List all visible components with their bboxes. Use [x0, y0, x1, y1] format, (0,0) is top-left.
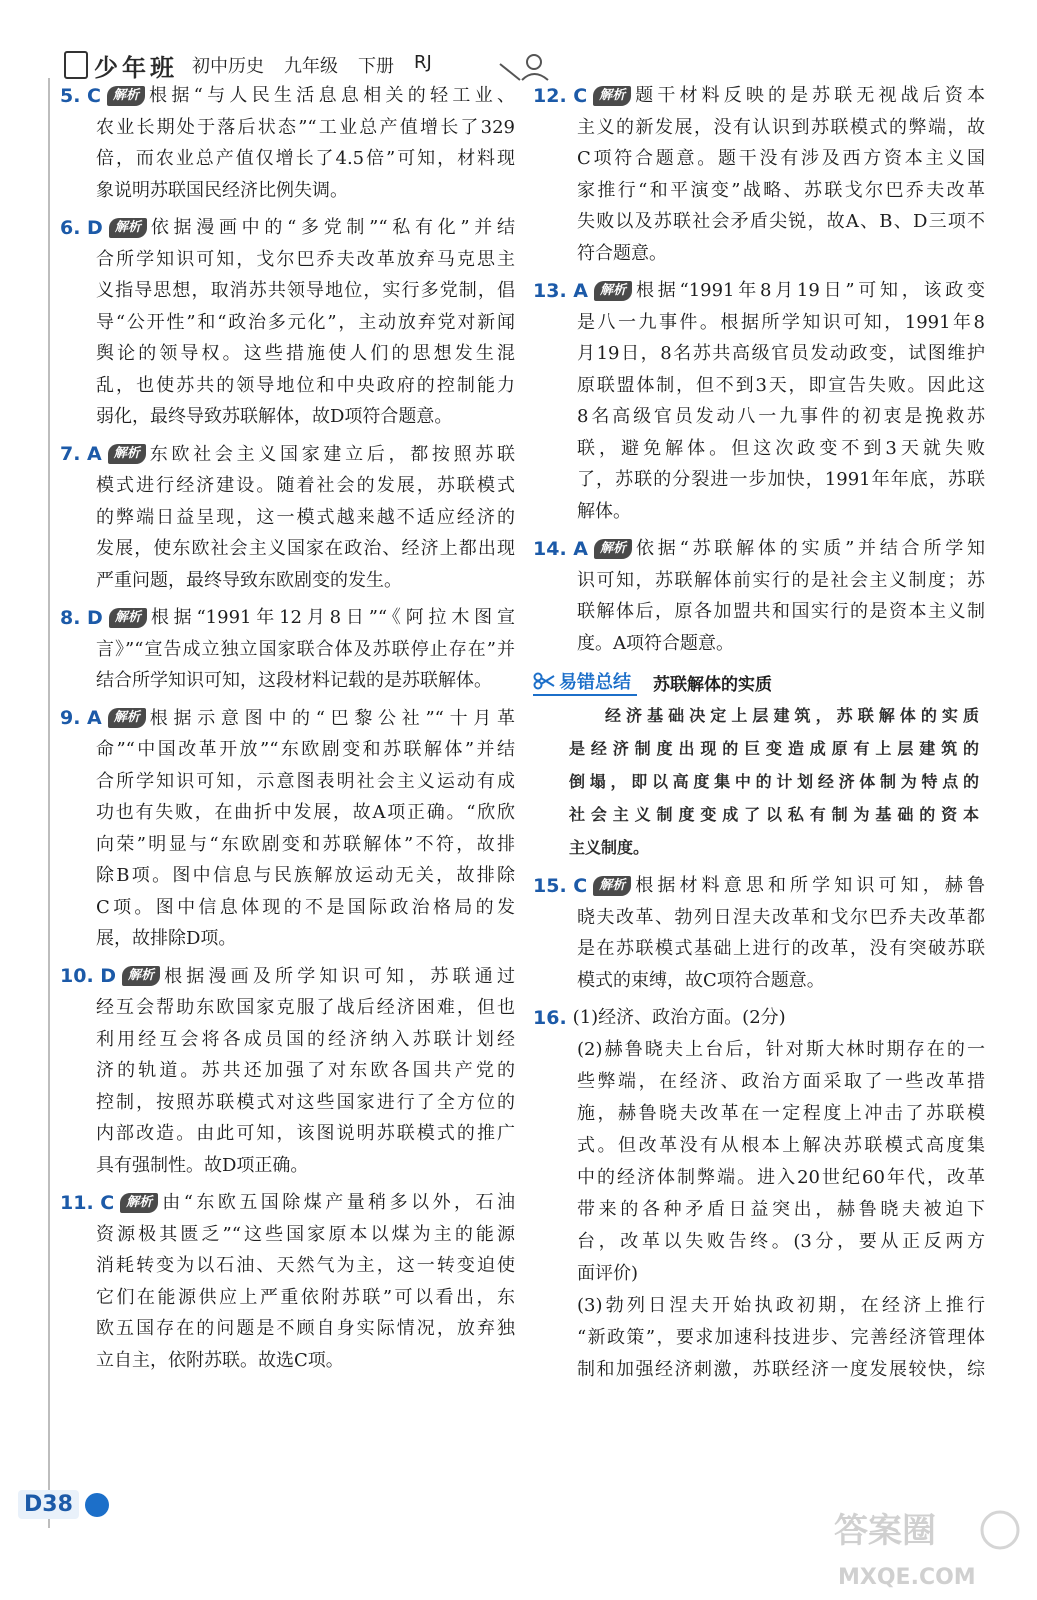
summary-line: 是经济制度出现的巨变造成原有上层建筑的 — [569, 739, 979, 758]
answer-line: 内部改造。由此可知，该图说明苏联模式的推广 — [96, 1123, 515, 1144]
summary-badge — [533, 668, 637, 696]
volume: 下册 — [358, 56, 394, 77]
answer-first-line — [533, 275, 985, 307]
page-dot-icon — [85, 1493, 109, 1517]
answer-line: 展，故排除D项。 — [96, 928, 237, 949]
question-number: 14. A — [533, 537, 588, 560]
answer-item — [533, 533, 985, 659]
answer-line: 根据漫画及所学知识可知，苏联通过 — [164, 965, 515, 987]
answer-item — [533, 275, 985, 527]
answer-item — [60, 602, 515, 697]
summary-title: 苏联解体的实质 — [653, 674, 772, 695]
answer-first-line — [533, 533, 985, 565]
answer-line: 资源极其匮乏”“这些国家原本以煤为主的能源 — [96, 1223, 515, 1245]
page-number: D38 — [18, 1490, 79, 1519]
answer-first-line — [60, 212, 515, 244]
answer-line: (2)赫鲁晓夫上台后，针对斯大林时期存在的一 — [577, 1038, 985, 1060]
summary-badge-label: 易错总结 — [559, 672, 631, 693]
analysis-tag: 解析 — [109, 218, 147, 238]
margin-guide-line — [48, 78, 50, 1528]
answer-line: 除B项。图中信息与民族解放运动无关，故排除 — [96, 865, 515, 886]
answer-line: 依据漫画中的“多党制”“私有化”并结 — [150, 217, 515, 238]
answer-line: 式。但改革没有从根本上解决苏联模式高度集 — [577, 1134, 985, 1156]
answer-line: 合所学知识可知，戈尔巴乔夫改革放弃马克思主 — [96, 248, 515, 270]
answer-line: 欧五国存在的问题是不顾自身实际情况，放弃独 — [96, 1318, 515, 1339]
answer-first-line — [533, 1002, 985, 1034]
answer-item — [60, 703, 515, 955]
question-15 — [533, 870, 985, 996]
summary-line: 倒塌，即以高度集中的计划经济体制为特点的 — [569, 772, 979, 791]
answer-item — [60, 961, 515, 1182]
answer-line: “新政策”，要求加速科技进步、完善经济管理体 — [577, 1326, 985, 1348]
answer-item — [533, 80, 985, 269]
answer-first-line — [60, 1187, 515, 1219]
question-number: 15. C — [533, 874, 588, 897]
page-footer — [18, 1490, 109, 1519]
answer-line: 导“公开性”和“政治多元化”，主动放弃党对新闻 — [96, 311, 515, 333]
question-number: 11. C — [60, 1191, 115, 1214]
answer-item — [60, 1187, 515, 1376]
answer-line: 施，赫鲁晓夫改革在一定程度上冲击了苏联模 — [577, 1102, 985, 1124]
question-number: 16. — [533, 1006, 567, 1029]
answer-line: 识可知，苏联解体前实行的是社会主义制度；苏 — [577, 569, 985, 591]
answer-line: 联，避免解体。但这次政变不到3天就失败 — [577, 437, 985, 459]
left-column — [60, 80, 515, 1382]
answer-line: 命”“中国改革开放”“东欧剧变和苏联解体”并结 — [96, 739, 515, 760]
answer-line: 根据“与人民生活息息相关的轻工业、 — [149, 85, 515, 106]
answer-line: 由“东欧五国除煤产量稍多以外，石油 — [162, 1192, 515, 1213]
answer-line: 弱化，最终导致苏联解体，故D项符合题意。 — [96, 406, 453, 427]
watermark-main: 答案圈 — [834, 1511, 936, 1551]
summary-line: 社会主义制度变成了以私有制为基础的资本 — [569, 805, 979, 824]
answer-first-line — [533, 80, 985, 112]
answer-line: 中的经济体制弊端。进入20世纪60年代，改革 — [577, 1166, 985, 1188]
edition: RJ — [414, 52, 432, 73]
answer-line: 题干材料反映的是苏联无视战后资本 — [635, 85, 985, 106]
summary-line: 经济基础决定上层建筑，苏联解体的实质 — [605, 706, 979, 725]
answer-line: 主义的新发展，没有认识到苏联模式的弊端，故 — [577, 116, 985, 138]
analysis-tag: 解析 — [594, 539, 632, 559]
question-number: 5. C — [60, 84, 101, 107]
answer-line: 的弊端日益呈现，这一模式越来越不适应经济的 — [96, 506, 515, 528]
answer-item — [60, 439, 515, 597]
answer-line: 具有强制性。故D项正确。 — [96, 1154, 309, 1176]
header-meta — [192, 52, 432, 78]
answer-line: 根据“1991年12月8日”“《阿拉木图宣 — [150, 607, 515, 628]
analysis-tag: 解析 — [108, 444, 146, 464]
summary-body — [533, 699, 985, 864]
answer-first-line — [60, 439, 515, 471]
question-number: 10. D — [60, 965, 117, 988]
analysis-tag: 解析 — [593, 86, 631, 106]
question-number: 13. A — [533, 279, 588, 302]
answer-first-line — [533, 870, 985, 902]
page-header — [60, 46, 550, 84]
answer-first-line — [60, 602, 515, 634]
answer-line: 根据示意图中的“巴黎公社”“十月革 — [149, 707, 515, 729]
answer-line: 控制，按照苏联模式对这些国家进行了全方位的 — [96, 1091, 515, 1113]
answer-line: C项符合题意。题干没有涉及西方资本主义国 — [577, 148, 985, 169]
answer-line: 农业长期处于落后状态”“工业总产值增长了329 — [96, 116, 515, 138]
subject: 初中历史 — [192, 56, 264, 77]
answer-item — [60, 80, 515, 206]
answer-line: 模式的束缚，故C项符合题意。 — [577, 969, 825, 991]
answer-line: 它们在能源供应上严重依附苏联”可以看出，东 — [96, 1286, 515, 1308]
answer-line: 向荣”明显与“东欧剧变和苏联解体”不符，故排 — [96, 833, 515, 855]
answer-line: 失败以及苏联社会矛盾尖锐，故A、B、D三项不 — [577, 211, 985, 232]
analysis-tag: 解析 — [593, 876, 631, 896]
answer-line: 是在苏联模式基础上进行的改革，没有突破苏联 — [577, 938, 985, 959]
answer-line: 乱，也使苏共的领导地位和中央政府的控制能力 — [96, 374, 515, 396]
answer-line: 发展，使东欧社会主义国家在政治、经济上都出现 — [96, 538, 515, 559]
answer-line: 是八一九事件。根据所学知识可知，1991年8 — [577, 311, 985, 333]
answer-item — [533, 870, 985, 996]
brand-logo — [60, 48, 182, 82]
answer-line: 8名高级官员发动八一九事件的初衷是挽救苏 — [577, 406, 985, 427]
analysis-tag: 解析 — [108, 708, 146, 728]
right-items — [533, 80, 985, 659]
watermark-sub: MXQE.COM — [838, 1565, 976, 1590]
answer-line: 家推行“和平演变”战略、苏联戈尔巴乔夫改革 — [577, 179, 985, 201]
summary-line: 主义制度。 — [569, 838, 650, 857]
grade: 九年级 — [284, 56, 338, 77]
question-number: 8. D — [60, 606, 103, 629]
answer-line: 东欧社会主义国家建立后，都按照苏联 — [149, 443, 515, 465]
answer-line: 功也有失败，在曲折中发展，故A项正确。“欣欣 — [96, 802, 515, 823]
answer-line: 晓夫改革、勃列日涅夫改革和戈尔巴乔夫改革都 — [577, 906, 985, 928]
answer-line: 结合所学知识可知，这段材料记载的是苏联解体。 — [96, 670, 492, 691]
answer-line: 面评价) — [577, 1262, 639, 1284]
answer-item — [533, 1002, 985, 1386]
answer-line: 依据“苏联解体的实质”并结合所学知 — [636, 538, 985, 559]
answer-line: C项。图中信息体现的不是国际政治格局的发 — [96, 896, 515, 918]
scissors-icon — [533, 672, 555, 690]
analysis-tag: 解析 — [120, 1193, 158, 1213]
answer-line: 台，改革以失败告终。(3分，要从正反两方 — [577, 1230, 985, 1252]
answer-line: 度。A项符合题意。 — [577, 632, 734, 654]
question-number: 7. A — [60, 443, 102, 466]
answer-line: 义指导思想，取消苏共领导地位，实行多党制，倡 — [96, 280, 515, 301]
answer-line: 根据“1991年8月19日”可知，该政变 — [636, 280, 985, 301]
answer-first-line — [60, 961, 515, 993]
answer-line: 倍，而农业总产值仅增长了4.5倍”可知，材料现 — [96, 148, 515, 169]
answer-first-line — [60, 80, 515, 112]
brand-mark-icon — [64, 51, 88, 79]
answer-line: 合所学知识可知，示意图表明社会主义运动有成 — [96, 770, 515, 792]
answer-line: (1)经济、政治方面。(2分) — [572, 1007, 786, 1028]
answer-line: 带来的各种矛盾日益突出，赫鲁晓夫被迫下 — [577, 1198, 985, 1220]
question-16 — [533, 1002, 985, 1386]
analysis-tag: 解析 — [594, 281, 632, 301]
answer-line: 月19日，8名苏共高级官员发动政变，试图维护 — [577, 343, 985, 364]
answer-line: 舆论的领导权。这些措施使人们的思想发生混 — [96, 343, 515, 364]
right-column — [533, 80, 985, 1392]
answer-item — [60, 212, 515, 433]
watermark-logo — [828, 1500, 1023, 1592]
answer-line: 利用经互会将各成员国的经济纳入苏联计划经 — [96, 1028, 515, 1050]
answer-line: 言》”“宣告成立独立国家联合体及苏联停止存在”并 — [96, 638, 515, 660]
answer-line: 原联盟体制，但不到3天，即宣告失败。因此这 — [577, 374, 985, 396]
answer-line: 消耗转变为以石油、天然气为主，这一转变迫使 — [96, 1255, 515, 1276]
question-number: 9. A — [60, 707, 102, 730]
answer-line: 制和加强经济刺激，苏联经济一度发展较快，综 — [577, 1358, 985, 1380]
answer-first-line — [60, 703, 515, 735]
summary-header — [533, 665, 985, 699]
question-number: 6. D — [60, 216, 103, 239]
analysis-tag: 解析 — [107, 86, 145, 106]
question-number: 12. C — [533, 84, 588, 107]
answer-line: 济的轨道。苏共还加强了对东欧各国共产党的 — [96, 1060, 515, 1081]
answer-line: (3)勃列日涅夫开始执政初期，在经济上推行 — [577, 1294, 985, 1316]
answer-line: 经互会帮助东欧国家克服了战后经济困难，但也 — [96, 997, 515, 1018]
answer-line: 立自主，依附苏联。故选C项。 — [96, 1349, 344, 1371]
answer-line: 符合题意。 — [577, 242, 667, 264]
answer-line: 些弊端，在经济、政治方面采取了一些改革措 — [577, 1070, 985, 1092]
answer-line: 严重问题，最终导致东欧剧变的发生。 — [96, 569, 402, 591]
analysis-tag: 解析 — [122, 966, 160, 986]
answer-line: 模式进行经济建设。随着社会的发展，苏联模式 — [96, 475, 515, 496]
analysis-tag: 解析 — [109, 608, 147, 628]
brand-name: 少年班 — [94, 52, 178, 82]
answer-line: 联解体后，原各加盟共和国实行的是资本主义制 — [577, 601, 985, 622]
answer-line: 解体。 — [577, 500, 631, 522]
answer-line: 象说明苏联国民经济比例失调。 — [96, 179, 348, 201]
answer-line: 根据材料意思和所学知识可知，赫鲁 — [635, 875, 985, 896]
answer-line: 了，苏联的分裂进一步加快，1991年年底，苏联 — [577, 469, 985, 490]
